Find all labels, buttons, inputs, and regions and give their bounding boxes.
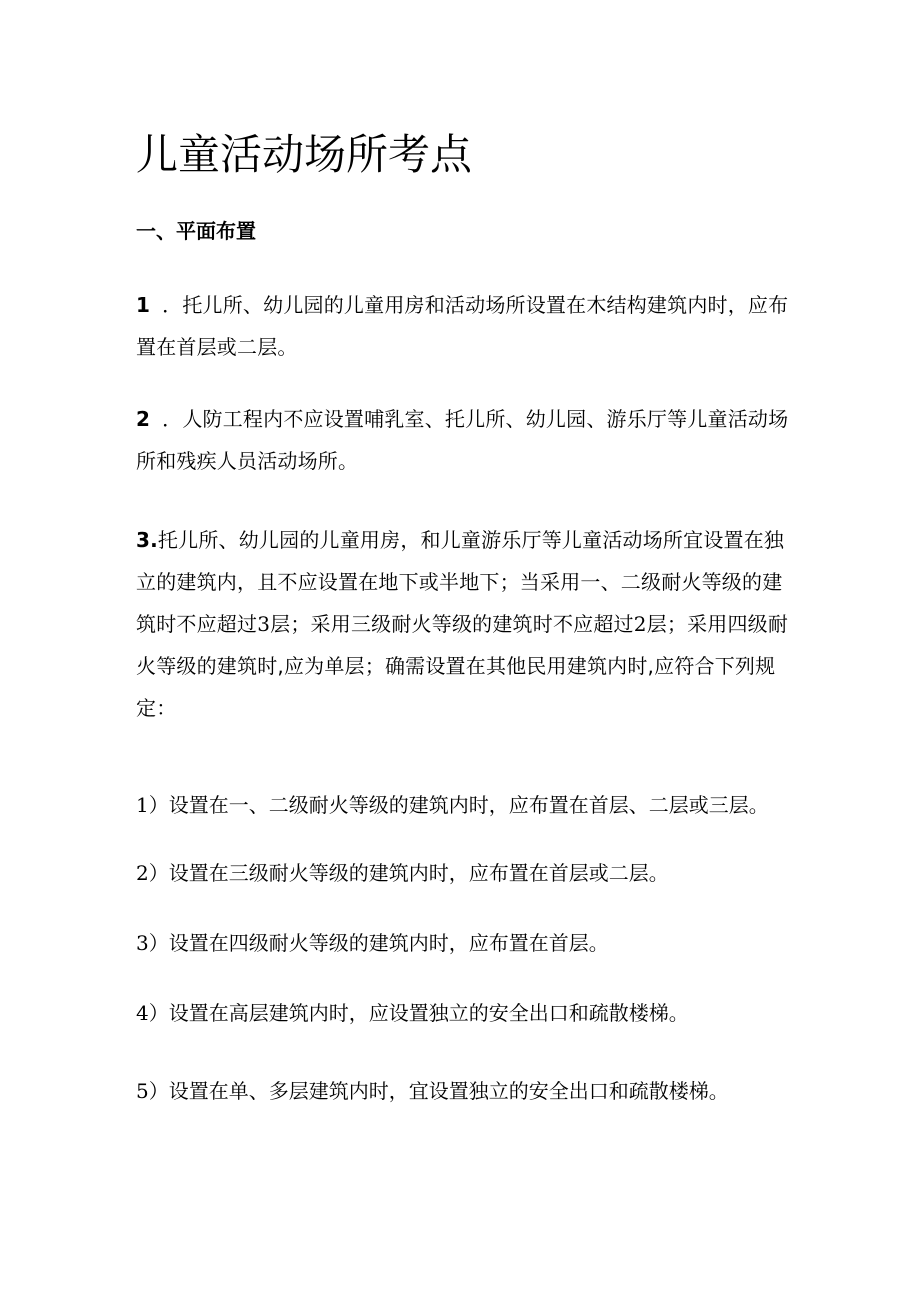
paragraph-number: 2 bbox=[136, 407, 151, 431]
section-heading: 一、平面布置 bbox=[136, 219, 256, 243]
paragraph-1 bbox=[136, 284, 796, 368]
list-item bbox=[136, 790, 769, 820]
list-item bbox=[136, 928, 609, 958]
item-text: 设置在一、二级耐火等级的建筑内时，应布置在首层、二层或三层。 bbox=[168, 793, 769, 817]
list-item bbox=[136, 998, 689, 1028]
item-text: 设置在高层建筑内时，应设置独立的安全出口和疏散楼梯。 bbox=[168, 1001, 689, 1025]
paragraph-number: 3. bbox=[136, 528, 158, 552]
paragraph-text: 层；采用四级耐火等级的建筑时,应为单层；确需设置在其他民用建筑内时,应符合下列规定： bbox=[136, 612, 789, 720]
paragraph-2 bbox=[136, 398, 796, 482]
list-item bbox=[136, 858, 669, 888]
list-item bbox=[136, 1076, 729, 1106]
item-marker: 1） bbox=[136, 793, 169, 817]
item-text: 设置在四级耐火等级的建筑内时，应布置在首层。 bbox=[168, 931, 609, 955]
item-marker: 2） bbox=[136, 861, 169, 885]
item-marker: 4） bbox=[136, 1001, 169, 1025]
paragraph-text: 层；采用三级耐火等级的建筑时不应超过 bbox=[270, 612, 634, 636]
item-marker: 3） bbox=[136, 931, 169, 955]
floor-count: 2 bbox=[633, 612, 647, 636]
paragraph-3 bbox=[136, 519, 796, 729]
item-marker: 5） bbox=[136, 1079, 169, 1103]
document-title: 儿童活动场所考点 bbox=[136, 130, 473, 179]
item-text: 设置在单、多层建筑内时，宜设置独立的安全出口和疏散楼梯。 bbox=[168, 1079, 729, 1103]
paragraph-text: ．托儿所、幼儿园的儿童用房和活动场所设置在木结构建筑内时，应布置在首层或二层。 bbox=[136, 293, 789, 359]
paragraph-number: 1 bbox=[136, 293, 151, 317]
paragraph-text: 托儿所、幼儿园的儿童用房，和儿童游乐厅等儿童活动场所宜设置在独立的建筑内，且不应设置在地下或半地下；当采用一、二级耐火等级的建筑时不应超过 bbox=[136, 528, 785, 636]
floor-count: 3 bbox=[257, 612, 271, 636]
paragraph-text: ．人防工程内不应设置哺乳室、托儿所、幼儿园、游乐厅等儿童活动场所和残疾人员活动场所。 bbox=[136, 407, 789, 473]
item-text: 设置在三级耐火等级的建筑内时，应布置在首层或二层。 bbox=[168, 861, 669, 885]
